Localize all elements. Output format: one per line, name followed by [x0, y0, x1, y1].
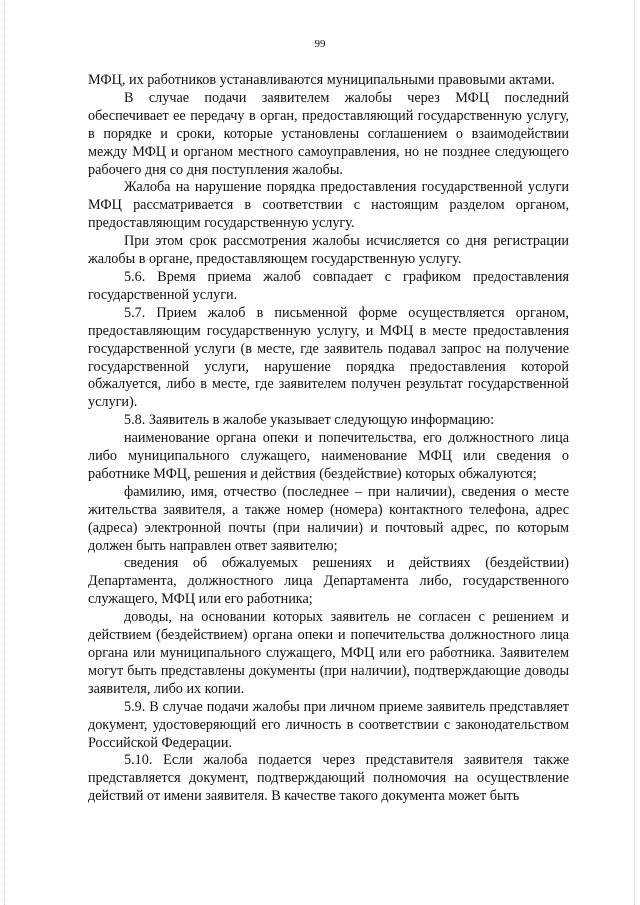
list-item: фамилию, имя, отчество (последнее – при наличии), сведения о месте жительства заявителя, а также номер (номера) контактного телефона, адрес (адреса) электронной почты (при наличии) и почтовый адрес, по которым должен быть направлен ответ заявителю; [88, 483, 569, 554]
paragraph-clause-5-8: 5.8. Заявитель в жалобе указывает следующую информацию: [124, 412, 495, 429]
list-item: наименование органа опеки и попечительства, его должностного лица либо муниципального служащего, наименование МФЦ или сведения о работнике МФЦ, решения и действия (бездействие) которых обжалуются; [88, 430, 569, 482]
paragraph-clause-5-10: 5.10. Если жалоба подается через представителя заявителя также представляется документ, подтверждающий полномочия на осуществление действий от имени заявителя. В качестве такого документа может быть [88, 752, 569, 805]
paragraph: При этом срок рассмотрения жалобы исчисляется со дня регистрации жалобы в органе, предоставляющем государственную услугу. [88, 233, 569, 268]
list-item: сведения об обжалуемых решениях и действиях (бездействии) Департамента, должностного лица Департамента либо, государственного служащего, МФЦ или его работника; [88, 555, 569, 608]
page-number: 99 [314, 38, 326, 50]
scan-edge-right [634, 0, 636, 905]
paragraph-clause-5-7: 5.7. Прием жалоб в письменной форме осуществляется органом, предоставляющим государственную услугу, и МФЦ в месте предоставления государственной услуги (в месте, где заявитель подавал запрос на получение государственной услуги, нарушение порядка предоставления которой обжалуется, либо в месте, где заявителем получен результат государственной услуги). [88, 304, 569, 411]
document-body [88, 72, 569, 806]
paragraph-continuation: МФЦ, их работников устанавливаются муниципальными правовыми актами. [88, 72, 555, 88]
paragraph: Жалоба на нарушение порядка предоставления государственной услуги МФЦ рассматривается в соответствии с настоящим разделом органом, предоставляющим государственную услугу. [88, 179, 569, 232]
list-item: доводы, на основании которых заявитель не согласен с решением и действием (бездействием) органа опеки и попечительства должностного лица органа или муниципального служащего, МФЦ или его работника. Заявителем могут быть представлены документы (при наличии), подтверждающие доводы заявителя, либо их копии. [88, 609, 569, 697]
scan-edge-left [4, 0, 6, 905]
paragraph-clause-5-6: 5.6. Время приема жалоб совпадает с графиком предоставления государственной услуги. [88, 268, 569, 303]
paragraph: В случае подачи заявителем жалобы через МФЦ последний обеспечивает ее передачу в орган, предоставляющий государственную услугу, в порядке и сроки, которые установлены соглашением о взаимодействии между МФЦ и органом местного самоуправления, но не позднее следующего рабочего дня со дня поступления жалобы. [88, 89, 569, 178]
paragraph-clause-5-9: 5.9. В случае подачи жалобы при личном приеме заявитель представляет документ, удостоверяющий его личность в соответствии с законодательством Российской Федерации. [88, 698, 569, 751]
